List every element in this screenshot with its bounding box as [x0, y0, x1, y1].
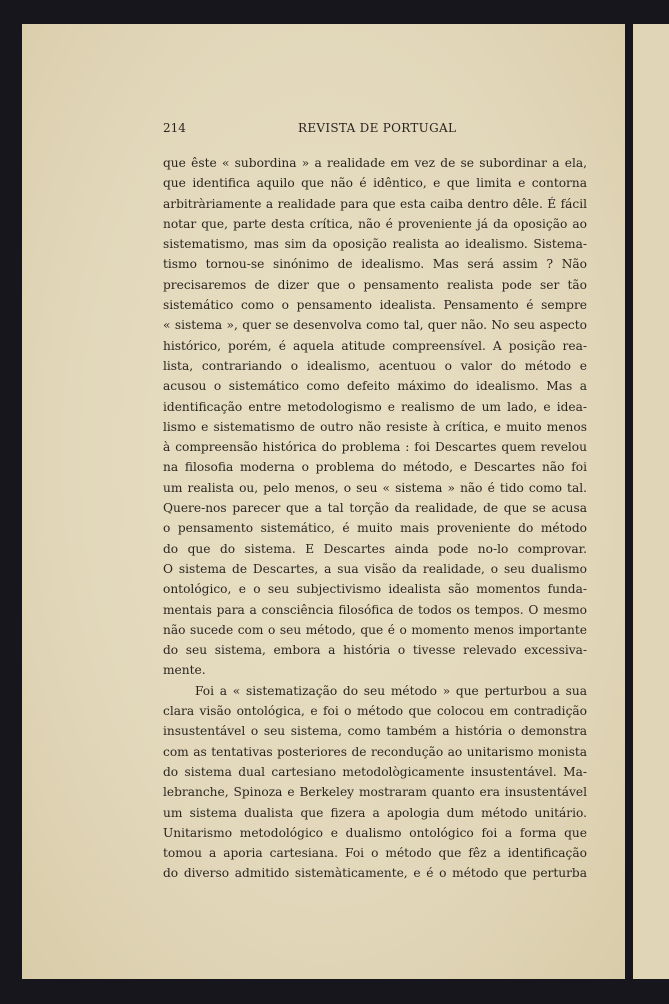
- text-line: com as tentativas posteriores de recondução ao unitarismo monista: [163, 744, 587, 759]
- text-line: insustentável o seu sistema, como também a história o demonstra: [163, 724, 587, 739]
- text-line: identificação entre metodologismo e realismo de um lado, e idea-: [163, 399, 587, 414]
- text-line: do seu sistema, embora a história o tivesse relevado excessiva-: [163, 643, 587, 658]
- paragraph-1: [163, 153, 587, 681]
- text-line: notar que, parte desta crítica, não é proveniente já da oposição ao: [163, 216, 587, 231]
- text-line: mentais para a consciência filosófica de todos os tempos. O mesmo: [163, 602, 587, 617]
- text-line: mente.: [163, 663, 206, 678]
- text-line: do diverso admitido sistemàticamente, e é o método que perturba: [163, 866, 587, 881]
- text-line: sistematismo, mas sim da oposição realista ao idealismo. Sistema-: [163, 237, 587, 252]
- paragraph-2: [163, 681, 587, 884]
- text-line: do sistema dual cartesiano metodològicamente insustentável. Ma-: [163, 764, 587, 779]
- adjacent-page-edge: [633, 24, 669, 979]
- text-line: um realista ou, pelo menos, o seu « sistema » não é tido como tal.: [163, 480, 587, 495]
- text-line: sistemático como o pensamento idealista. Pensamento é sempre: [163, 298, 587, 313]
- running-title: REVISTA DE PORTUGAL: [298, 121, 457, 135]
- text-line: na filosofia moderna o problema do método, e Descartes não foi: [163, 460, 587, 475]
- page-header: [0, 121, 669, 137]
- text-line: que identifica aquilo que não é idêntico, e que limita e contorna: [163, 176, 587, 191]
- text-line: que êste « subordina » a realidade em vez de se subordinar a ela,: [163, 156, 587, 170]
- text-line: clara visão ontológica, e foi o método que colocou em contradição: [163, 704, 587, 719]
- body-text: [163, 153, 587, 884]
- text-line: não sucede com o seu método, que é o momento menos importante: [163, 622, 587, 637]
- text-line: Foi a « sistematização do seu método » que perturbou a sua: [195, 683, 587, 698]
- text-line: arbitràriamente a realidade para que esta caiba dentro dêle. É fácil: [163, 196, 587, 211]
- text-line: tismo tornou-se sinónimo de idealismo. Mas será assim ? Não: [163, 257, 587, 272]
- text-line: à compreensão histórica do problema : foi Descartes quem revelou: [163, 440, 587, 455]
- text-line: lismo e sistematismo de outro não resiste à crítica, e muito menos: [163, 419, 587, 434]
- text-line: Unitarismo metodológico e dualismo ontológico foi a forma que: [163, 825, 587, 840]
- text-line: precisaremos de dizer que o pensamento realista pode ser tão: [163, 277, 587, 292]
- text-line: lebranche, Spinoza e Berkeley mostraram quanto era insustentável: [163, 785, 587, 800]
- text-line: « sistema », quer se desenvolva como tal, quer não. No seu aspecto: [163, 318, 587, 333]
- text-line: O sistema de Descartes, a sua visão da realidade, o seu dualismo: [163, 561, 587, 576]
- text-line: acusou o sistemático como defeito máximo do idealismo. Mas a: [163, 379, 587, 394]
- page-number: 214: [163, 121, 186, 135]
- text-line: lista, contrariando o idealismo, acentuou o valor do método e: [163, 358, 587, 373]
- text-line: um sistema dualista que fizera a apologia dum método unitário.: [163, 805, 587, 820]
- text-line: o pensamento sistemático, é muito mais proveniente do método: [163, 521, 587, 536]
- text-line: ontológico, e o seu subjectivismo idealista são momentos funda-: [163, 582, 587, 597]
- text-line: tomou a aporia cartesiana. Foi o método que fêz a identificação: [163, 846, 587, 861]
- text-line: do que do sistema. E Descartes ainda pode no-lo comprovar.: [163, 541, 587, 556]
- text-line: histórico, porém, é aquela atitude compreensível. A posição rea-: [163, 338, 587, 353]
- text-line: Quere-nos parecer que a tal torção da realidade, de que se acusa: [163, 501, 587, 516]
